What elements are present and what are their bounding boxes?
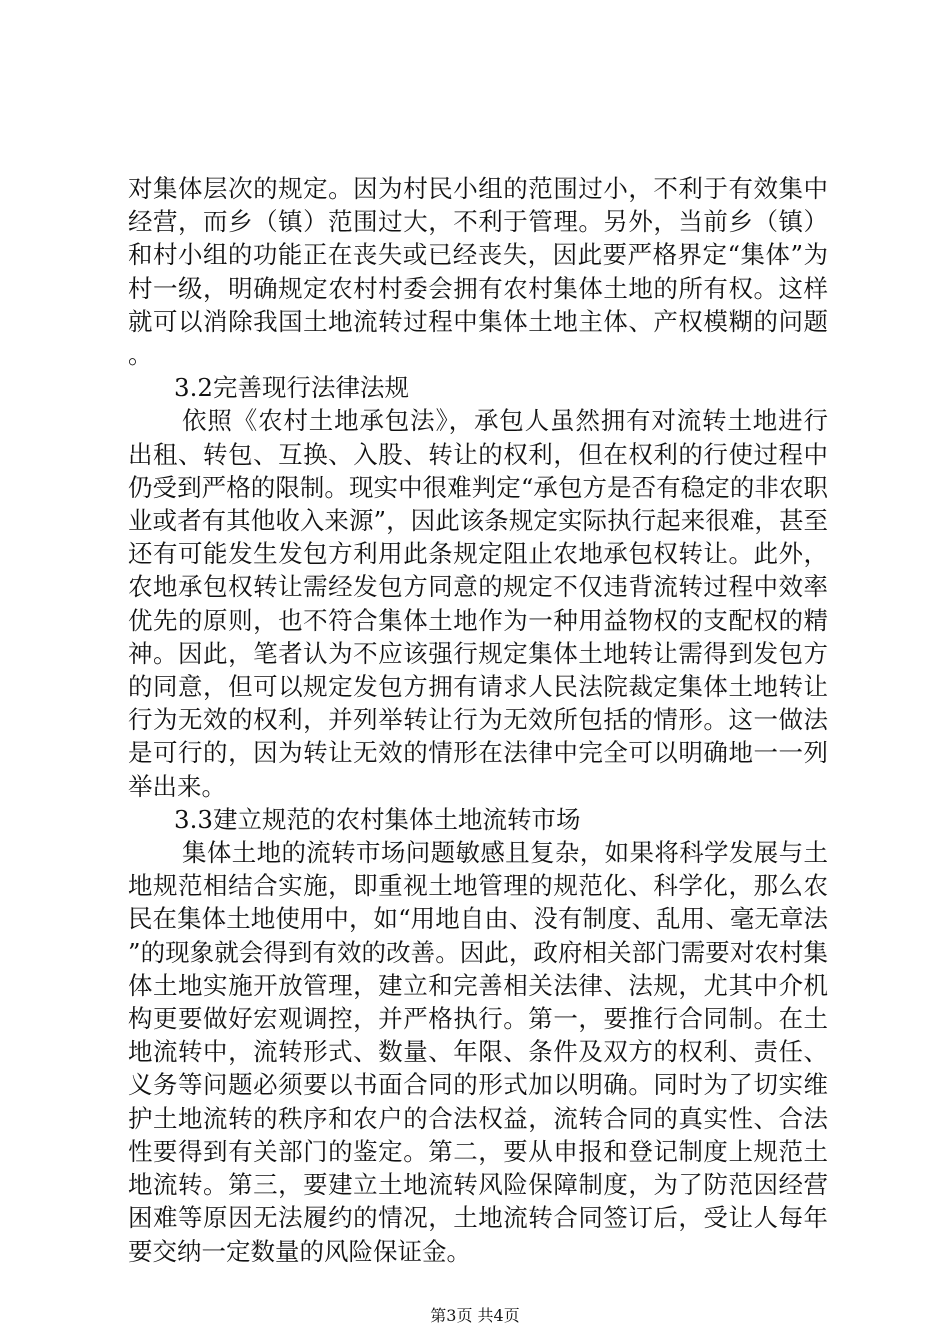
intro-paragraph: 对集体层次的规定。因为村民小组的范围过小，不利于有效集中经营，而乡（镇）范围过大，不利于管理。另外，当前乡（镇）和村小组的功能正在丧失或已经丧失，因此要严格界定“集体”为村一级，明确规定农村村委会拥有农村集体土地的所有权。这样就可以消除我国土地流转过程中集体土地主体、产权模糊的问题。 [128,174,828,370]
section-heading-3-3: 3.3建立规范的农村集体土地流转市场 [174,804,581,834]
document-body [128,172,828,1268]
page-number-footer: 第3页 共4页 [430,1306,520,1325]
section-paragraph-3-2: 依照《农村土地承包法》，承包人虽然拥有对流转土地进行出租、转包、互换、入股、转让的权利，但在权利的行使过程中仍受到严格的限制。现实中很难判定“承包方是否有稳定的非农职业或者有其他收入来源”，因此该条规定实际执行起来很难，甚至还有可能发生发包方利用此条规定阻止农地承包权转让。此外，农地承包权转让需经发包方同意的规定不仅违背流转过程中效率优先的原则，也不符合集体土地作为一种用益物权的支配权的精神。因此，笔者认为不应该强行规定集体土地转让需得到发包方的同意，但可以规定发包方拥有请求人民法院裁定集体土地转让行为无效的权利，并列举转让行为无效所包括的情形。这一做法是可行的，因为转让无效的情形在法律中完全可以明确地一一列举出来。 [128,406,828,801]
section-paragraph-3-3: 集体土地的流转市场问题敏感且复杂，如果将科学发展与土地规范相结合实施，即重视土地管理的规范化、科学化，那么农民在集体土地使用中，如“用地自由、没有制度、乱用、毫无章法”的现象就会得到有效的改善。因此，政府相关部门需要对农村集体土地实施开放管理，建立和完善相关法律、法规，尤其中介机构更要做好宏观调控，并严格执行。第一，要推行合同制。在土地流转中，流转形式、数量、年限、条件及双方的权利、责任、义务等问题必须要以书面合同的形式加以明确。同时为了切实维护土地流转的秩序和农户的合法权益，流转合同的真实性、合法性要得到有关部门的鉴定。第二，要从申报和登记制度上规范土地流转。第三，要建立土地流转风险保障制度，为了防范因经营困难等原因无法履约的情况，土地流转合同签订后，受让人每年要交纳一定数量的风险保证金。 [128,838,828,1266]
section-heading-3-2: 3.2完善现行法律法规 [174,373,409,403]
